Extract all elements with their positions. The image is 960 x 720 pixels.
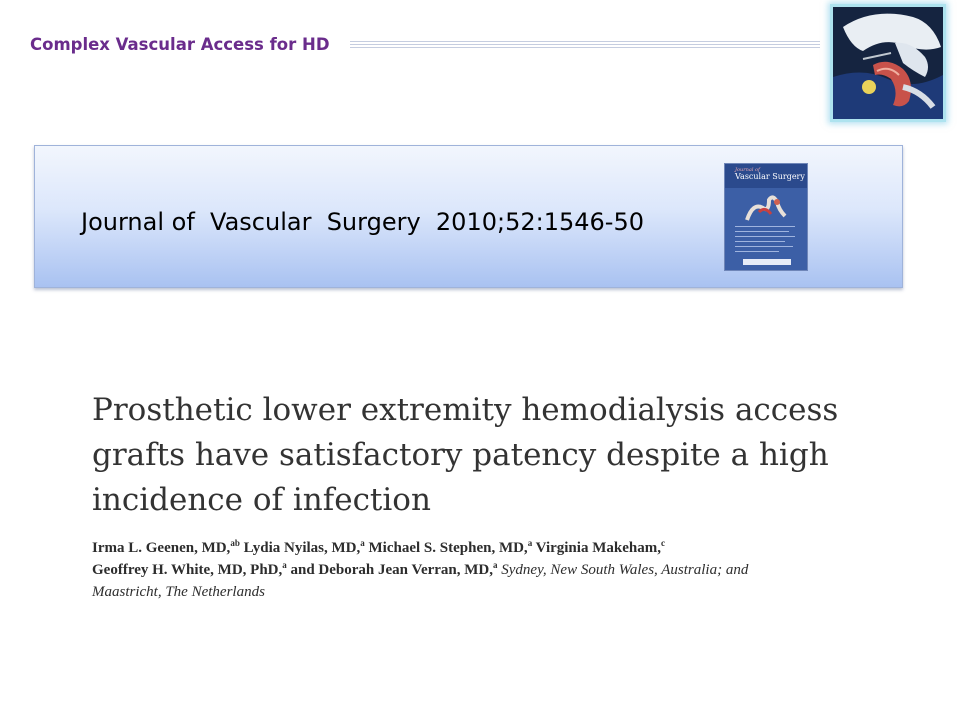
cover-text-line (735, 241, 785, 242)
article-title-line: grafts have satisfactory patency despite a high (92, 437, 829, 473)
cover-text-line (735, 251, 779, 252)
article-title-line: Prosthetic lower extremity hemodialysis access (92, 392, 839, 428)
author-affiliation-mark: c (660, 538, 665, 548)
author-name: Virginia Makeham, (532, 540, 661, 556)
author-affiliation-mark: a (360, 538, 365, 548)
cover-text-line (735, 231, 789, 232)
cover-text-line (735, 246, 793, 247)
author-name: Irma L. Geenen, MD, (92, 540, 231, 556)
cover-publisher-mark (743, 259, 791, 265)
author-name: and Deborah Jean Verran, MD, (286, 562, 494, 578)
author-line (92, 581, 932, 603)
cover-prefix: Journal of (735, 167, 760, 173)
author-list (92, 537, 932, 603)
journal-reference-box (34, 145, 903, 288)
cover-journal-name: Vascular Surgery (735, 172, 805, 181)
article-title (92, 388, 892, 523)
author-line (92, 559, 932, 581)
author-affiliation: Sydney, New South Wales, Australia; and (497, 562, 749, 578)
author-affiliation-mark: a (282, 560, 287, 570)
journal-cover-icon (724, 163, 808, 271)
author-affiliation-mark: a (493, 560, 498, 570)
header-divider (350, 41, 820, 50)
author-affiliation-mark: a (527, 538, 533, 548)
cover-header (725, 164, 807, 188)
author-affiliation: Maastricht, The Netherlands (92, 584, 265, 600)
author-affiliation-mark: ab (230, 538, 240, 548)
cover-illustration-icon (739, 192, 795, 222)
cover-text-line (735, 226, 795, 227)
surgery-photo-icon (830, 4, 946, 122)
author-name: Michael S. Stephen, MD, (364, 540, 528, 556)
article-title-line: incidence of infection (92, 482, 431, 518)
cover-text-line (735, 236, 795, 237)
author-name: Geoffrey H. White, MD, PhD, (92, 562, 283, 578)
author-name: Lydia Nyilas, MD, (239, 540, 361, 556)
author-line (92, 537, 932, 559)
journal-citation: Journal of Vascular Surgery 2010;52:1546-50 (81, 208, 644, 236)
slide-title: Complex Vascular Access for HD (30, 35, 330, 54)
